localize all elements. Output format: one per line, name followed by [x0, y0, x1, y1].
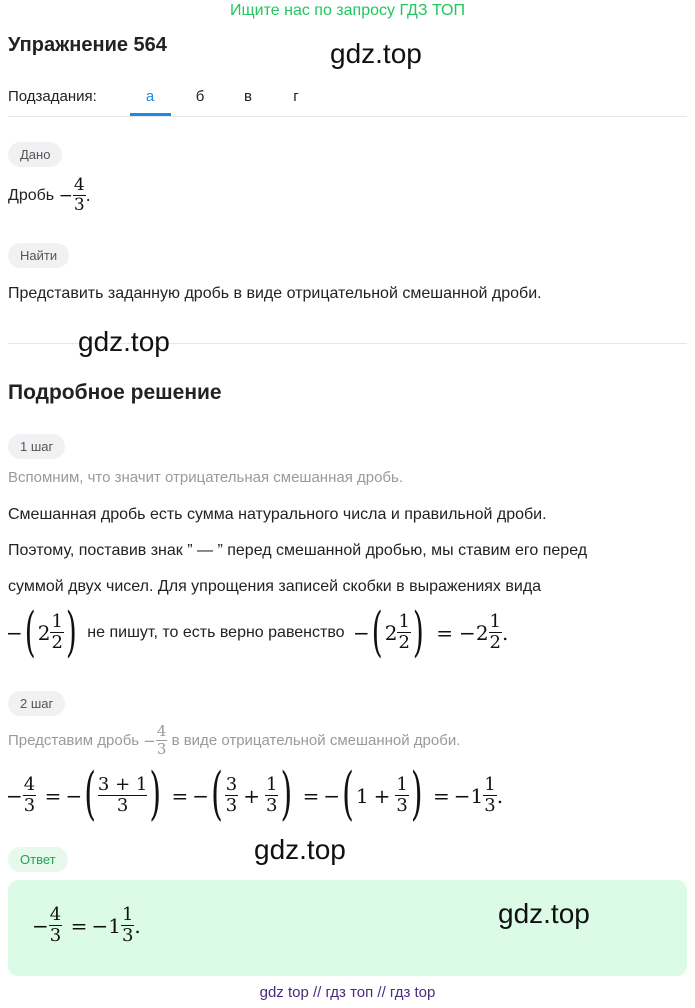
solution-heading: Подробное решение — [8, 381, 222, 404]
step1-line2: Поэтому, поставив знак ” — ” перед смешанной дробью, мы ставим его перед — [8, 542, 588, 559]
find-text: Представить заданную дробь в виде отрицательной смешанной дроби. — [8, 285, 542, 302]
tab-b[interactable]: б — [195, 88, 205, 105]
watermark: gdz.top — [78, 326, 170, 357]
step1-line3: суммой двух чисел. Для упрощения записей скобки в выражениях вида — [8, 578, 542, 595]
step1-line1: Смешанная дробь есть сумма натурального числа и правильной дроби. — [8, 506, 547, 523]
step1-formula: −( 2 $\frac{1}{2}$ ) не пишут, то есть верно равенство −( 2 $\frac{1}{2}$ ) = −2 $\frac{1}{2}$ . — [6, 600, 509, 664]
find-chip: Найти — [8, 243, 69, 268]
given-chip: Дано — [8, 142, 62, 167]
subtasks-label: Подзадания: — [8, 88, 97, 105]
tab-g[interactable]: г — [293, 88, 299, 105]
step2-hint: Представим дробь − $\frac{4}{3}$ в виде отрицательной смешанной дроби. — [8, 722, 461, 759]
watermark: gdz.top — [254, 834, 346, 865]
step1-hint: Вспомним, что значит отрицательная смешанная дробь. — [8, 469, 404, 486]
step1-chip: 1 шаг — [8, 434, 65, 459]
footer-links[interactable]: gdz top // гдз топ // гдз top — [259, 984, 436, 1001]
divider — [8, 116, 687, 117]
answer-formula: − $\frac{4}{3}$ = −1 $\frac{1}{3}$ . — [32, 904, 141, 947]
given-text: Дробь − $\frac{4}{3}$ . — [8, 175, 91, 216]
step2-formula: − $\frac{4}{3}$ = −( $\frac{3 + 1}{3}$ ) = −( $\frac{3}{3}$ + $\frac{1}{3}$ ) = −( 1 + $\frac{1}{3}$ ) = −1 $\frac{1}{3}$ . — [6, 761, 504, 829]
promo-banner[interactable]: Ищите нас по запросу ГДЗ ТОП — [230, 2, 465, 19]
tab-v[interactable]: в — [244, 88, 252, 105]
page-title: Упражнение 564 — [8, 34, 167, 56]
watermark: gdz.top — [330, 38, 422, 69]
step2-chip: 2 шаг — [8, 691, 65, 716]
tab-a[interactable]: а — [145, 88, 155, 105]
watermark: gdz.top — [498, 898, 590, 929]
answer-chip: Ответ — [8, 847, 68, 872]
